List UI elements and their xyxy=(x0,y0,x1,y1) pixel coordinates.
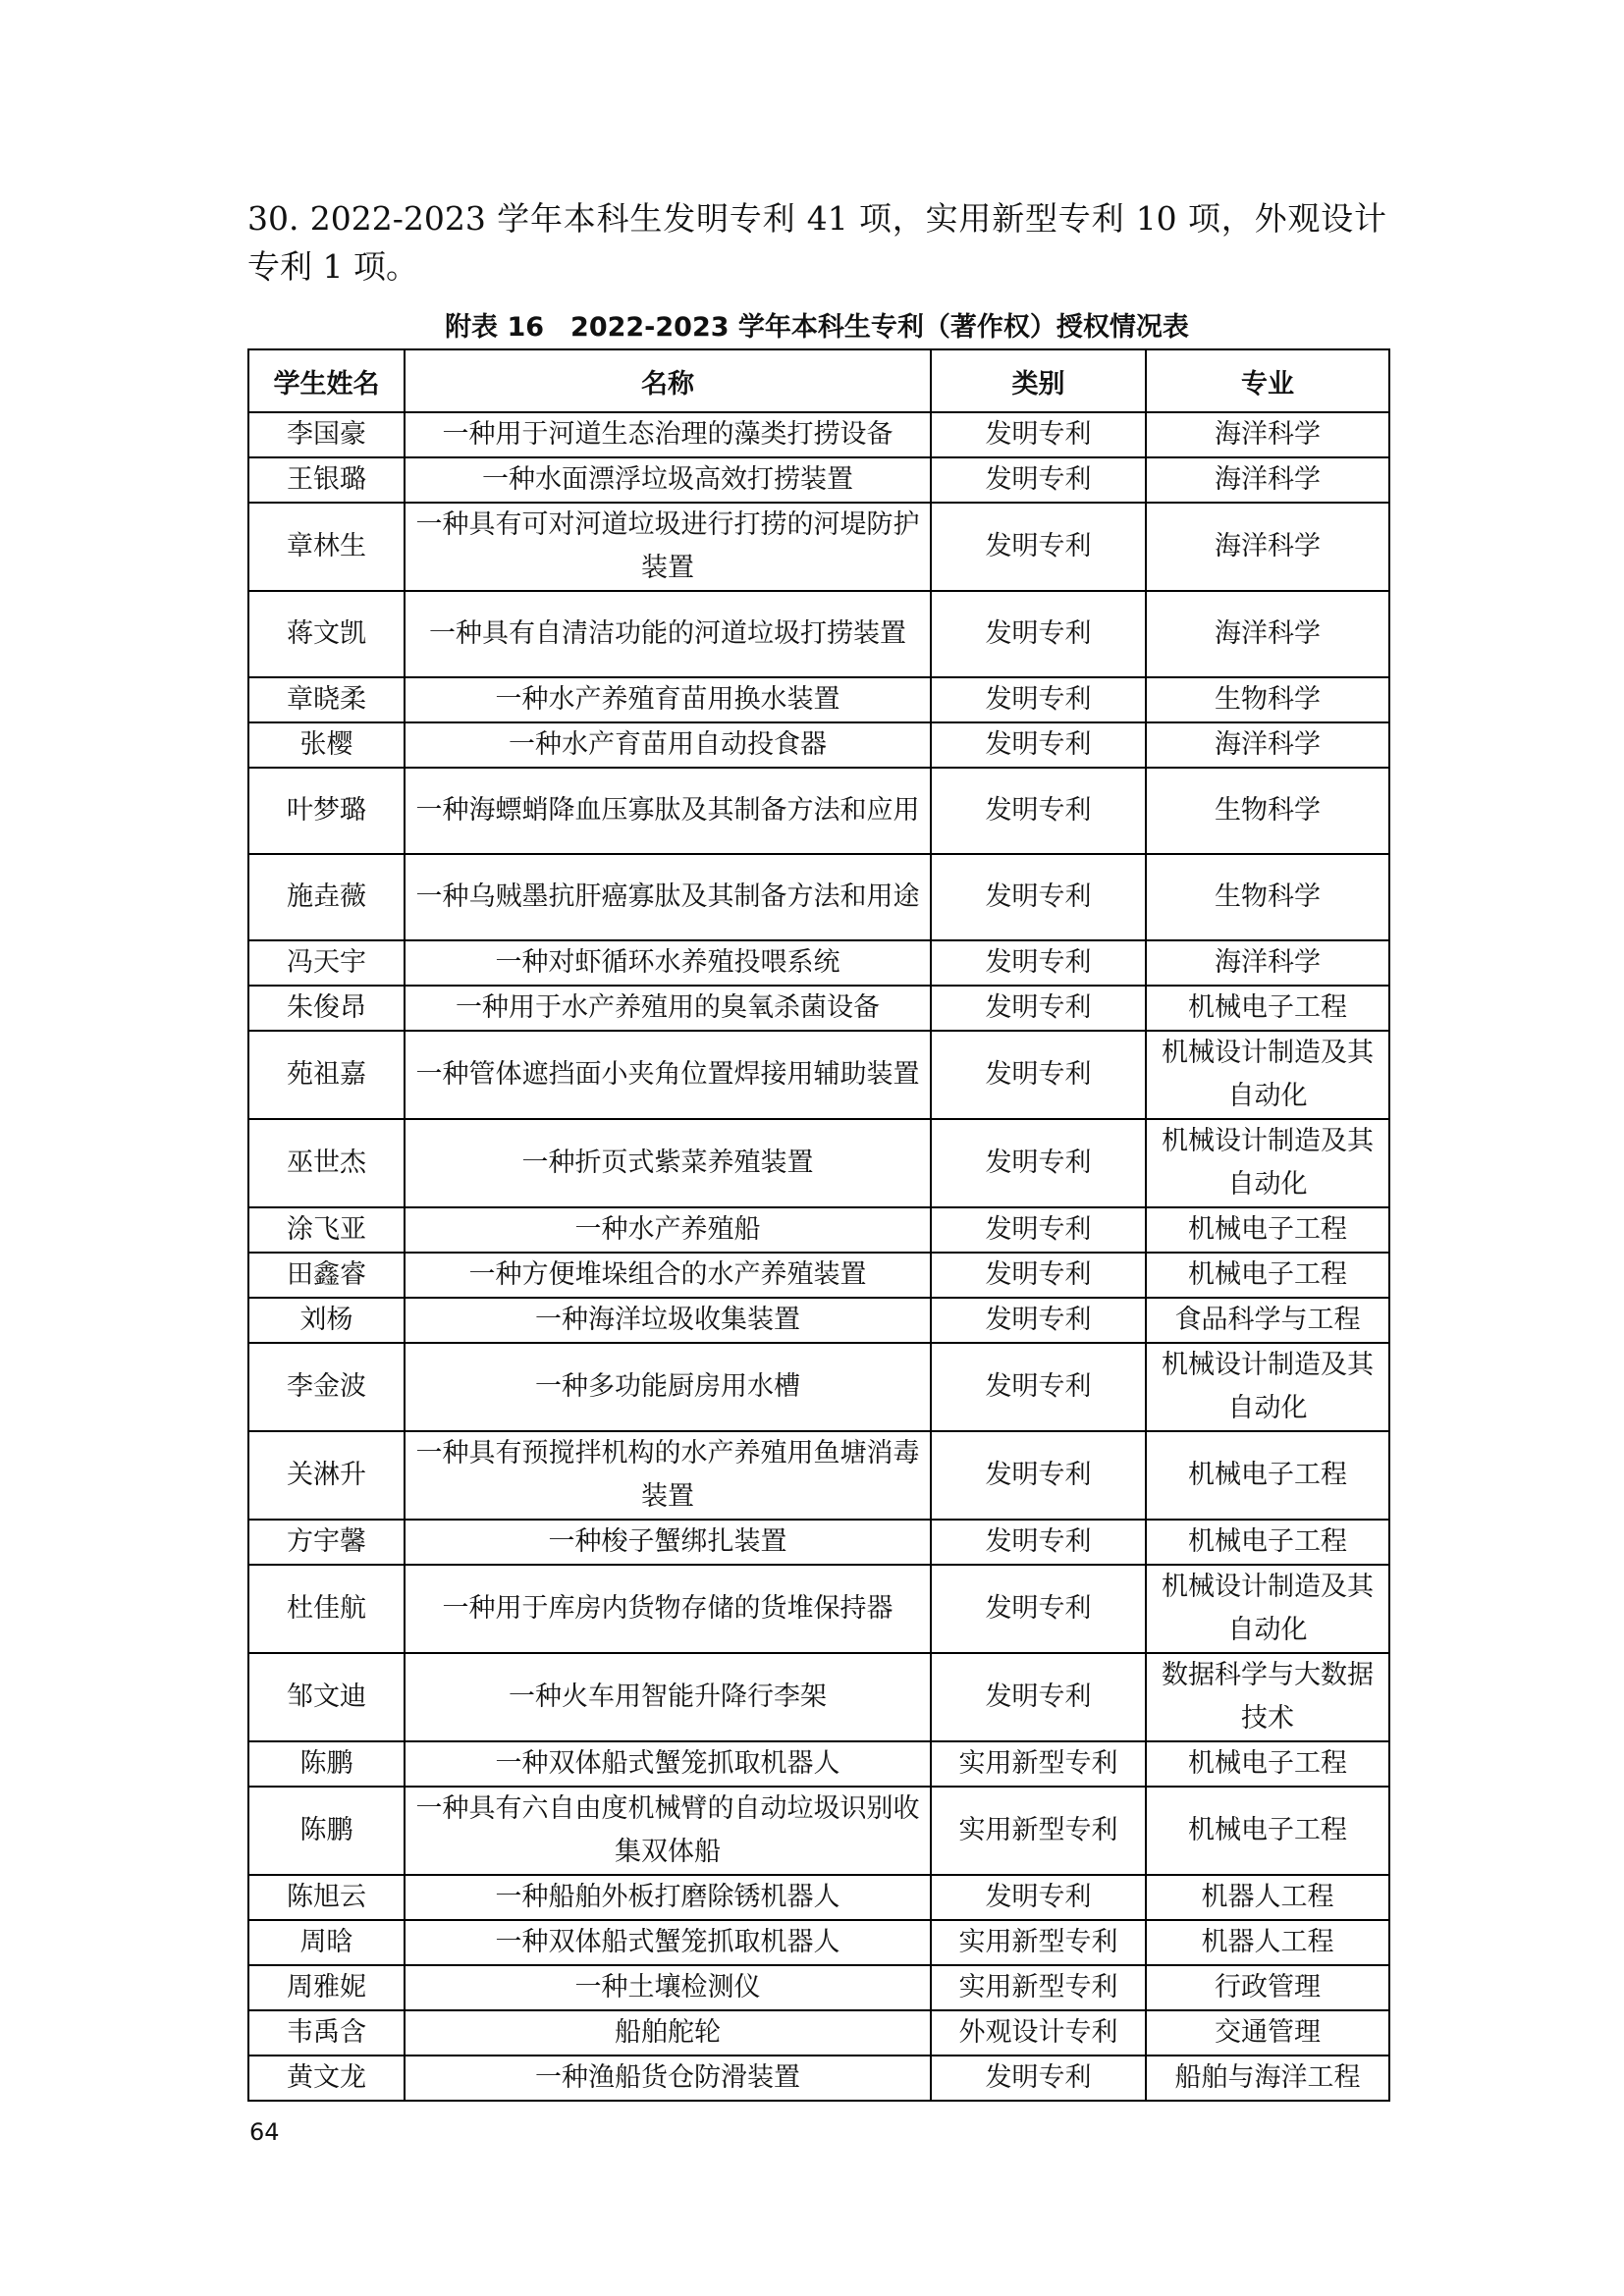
page-number: 64 xyxy=(249,2118,280,2146)
patent-type-cell: 实用新型专利 xyxy=(931,1741,1146,1787)
table-row xyxy=(248,1565,1389,1653)
patent-type-cell: 发明专利 xyxy=(931,1207,1146,1253)
student-name-cell: 黄文龙 xyxy=(248,2056,405,2101)
table-row xyxy=(248,1431,1389,1520)
table-row xyxy=(248,986,1389,1031)
student-name-cell: 涂飞亚 xyxy=(248,1207,405,1253)
major-cell: 海洋科学 xyxy=(1146,940,1389,986)
patent-title-cell: 一种折页式紫菜养殖装置 xyxy=(405,1119,931,1207)
patent-type-cell: 发明专利 xyxy=(931,457,1146,503)
table-row xyxy=(248,2010,1389,2056)
patent-title-cell: 一种梭子蟹绑扎装置 xyxy=(405,1520,931,1565)
student-name-cell: 朱俊昂 xyxy=(248,986,405,1031)
patent-type-cell: 实用新型专利 xyxy=(931,1965,1146,2010)
student-name-cell: 田鑫睿 xyxy=(248,1253,405,1298)
student-name-cell: 施垚薇 xyxy=(248,854,405,940)
table-row xyxy=(248,1119,1389,1207)
patent-title-cell: 一种水面漂浮垃圾高效打捞装置 xyxy=(405,457,931,503)
patent-type-cell: 发明专利 xyxy=(931,412,1146,457)
student-name-cell: 章晓柔 xyxy=(248,677,405,722)
table-row xyxy=(248,591,1389,677)
student-name-cell: 陈鹏 xyxy=(248,1787,405,1875)
student-name-cell: 苑祖嘉 xyxy=(248,1031,405,1119)
patent-type-cell: 发明专利 xyxy=(931,1653,1146,1741)
patent-type-cell: 发明专利 xyxy=(931,1875,1146,1920)
major-cell: 生物科学 xyxy=(1146,768,1389,854)
table-row xyxy=(248,1298,1389,1343)
patent-title-cell: 一种水产养殖船 xyxy=(405,1207,931,1253)
major-cell: 机器人工程 xyxy=(1146,1920,1389,1965)
table-row xyxy=(248,1965,1389,2010)
patent-title-cell: 一种水产养殖育苗用换水装置 xyxy=(405,677,931,722)
table-row xyxy=(248,1920,1389,1965)
student-name-cell: 冯天宇 xyxy=(248,940,405,986)
major-cell: 生物科学 xyxy=(1146,677,1389,722)
student-name-cell: 杜佳航 xyxy=(248,1565,405,1653)
table-caption: 附表 16 2022-2023 学年本科生专利（著作权）授权情况表 xyxy=(445,312,1189,343)
table-row xyxy=(248,1207,1389,1253)
table-row xyxy=(248,940,1389,986)
major-cell: 机械电子工程 xyxy=(1146,1431,1389,1520)
student-name-cell: 陈旭云 xyxy=(248,1875,405,1920)
table-header-row xyxy=(248,349,1389,412)
patent-type-cell: 发明专利 xyxy=(931,2056,1146,2101)
table-row xyxy=(248,503,1389,591)
table-row xyxy=(248,1875,1389,1920)
patent-type-cell: 发明专利 xyxy=(931,1520,1146,1565)
patent-type-cell: 发明专利 xyxy=(931,1343,1146,1431)
patent-title-cell: 一种土壤检测仪 xyxy=(405,1965,931,2010)
header-major: 专业 xyxy=(1146,349,1389,412)
student-name-cell: 李国豪 xyxy=(248,412,405,457)
patent-type-cell: 实用新型专利 xyxy=(931,1920,1146,1965)
student-name-cell: 李金波 xyxy=(248,1343,405,1431)
table-row xyxy=(248,1520,1389,1565)
patent-title-cell: 一种双体船式蟹笼抓取机器人 xyxy=(405,1741,931,1787)
patent-type-cell: 发明专利 xyxy=(931,854,1146,940)
student-name-cell: 刘杨 xyxy=(248,1298,405,1343)
patent-title-cell: 一种具有可对河道垃圾进行打捞的河堤防护装置 xyxy=(405,503,931,591)
major-cell: 机械电子工程 xyxy=(1146,1253,1389,1298)
patent-type-cell: 发明专利 xyxy=(931,940,1146,986)
patent-title-cell: 一种海螵蛸降血压寡肽及其制备方法和应用 xyxy=(405,768,931,854)
table-row xyxy=(248,2056,1389,2101)
patent-type-cell: 发明专利 xyxy=(931,1431,1146,1520)
student-name-cell: 韦禹含 xyxy=(248,2010,405,2056)
patent-title-cell: 一种乌贼墨抗肝癌寡肽及其制备方法和用途 xyxy=(405,854,931,940)
student-name-cell: 叶梦璐 xyxy=(248,768,405,854)
table-row xyxy=(248,1787,1389,1875)
student-name-cell: 陈鹏 xyxy=(248,1741,405,1787)
table-row xyxy=(248,854,1389,940)
student-name-cell: 蒋文凯 xyxy=(248,591,405,677)
major-cell: 海洋科学 xyxy=(1146,591,1389,677)
major-cell: 海洋科学 xyxy=(1146,503,1389,591)
major-cell: 船舶与海洋工程 xyxy=(1146,2056,1389,2101)
patent-title-cell: 一种方便堆垛组合的水产养殖装置 xyxy=(405,1253,931,1298)
patent-title-cell: 一种火车用智能升降行李架 xyxy=(405,1653,931,1741)
patent-title-cell: 一种对虾循环水养殖投喂系统 xyxy=(405,940,931,986)
major-cell: 海洋科学 xyxy=(1146,722,1389,768)
patent-title-cell: 一种双体船式蟹笼抓取机器人 xyxy=(405,1920,931,1965)
student-name-cell: 巫世杰 xyxy=(248,1119,405,1207)
major-cell: 机械电子工程 xyxy=(1146,1520,1389,1565)
patent-type-cell: 发明专利 xyxy=(931,768,1146,854)
header-title: 名称 xyxy=(405,349,931,412)
table-row xyxy=(248,1741,1389,1787)
student-name-cell: 邹文迪 xyxy=(248,1653,405,1741)
major-cell: 机械电子工程 xyxy=(1146,986,1389,1031)
patent-type-cell: 发明专利 xyxy=(931,1031,1146,1119)
header-student-name: 学生姓名 xyxy=(248,349,405,412)
patent-table xyxy=(247,348,1390,2102)
table-row xyxy=(248,768,1389,854)
student-name-cell: 周晗 xyxy=(248,1920,405,1965)
patent-title-cell: 一种水产育苗用自动投食器 xyxy=(405,722,931,768)
patent-type-cell: 发明专利 xyxy=(931,591,1146,677)
student-name-cell: 周雅妮 xyxy=(248,1965,405,2010)
major-cell: 机械电子工程 xyxy=(1146,1741,1389,1787)
patent-title-cell: 一种渔船货仓防滑装置 xyxy=(405,2056,931,2101)
patent-type-cell: 外观设计专利 xyxy=(931,2010,1146,2056)
student-name-cell: 章林生 xyxy=(248,503,405,591)
major-cell: 海洋科学 xyxy=(1146,412,1389,457)
student-name-cell: 张樱 xyxy=(248,722,405,768)
major-cell: 海洋科学 xyxy=(1146,457,1389,503)
patent-type-cell: 实用新型专利 xyxy=(931,1787,1146,1875)
patent-title-cell: 船舶舵轮 xyxy=(405,2010,931,2056)
major-cell: 机械电子工程 xyxy=(1146,1207,1389,1253)
table-row xyxy=(248,1031,1389,1119)
student-name-cell: 关淋升 xyxy=(248,1431,405,1520)
patent-type-cell: 发明专利 xyxy=(931,1253,1146,1298)
major-cell: 机器人工程 xyxy=(1146,1875,1389,1920)
patent-title-cell: 一种具有自清洁功能的河道垃圾打捞装置 xyxy=(405,591,931,677)
patent-type-cell: 发明专利 xyxy=(931,1119,1146,1207)
patent-type-cell: 发明专利 xyxy=(931,1565,1146,1653)
major-cell: 交通管理 xyxy=(1146,2010,1389,2056)
table-row xyxy=(248,1253,1389,1298)
major-cell: 机械设计制造及其自动化 xyxy=(1146,1031,1389,1119)
table-row xyxy=(248,722,1389,768)
header-type: 类别 xyxy=(931,349,1146,412)
table-row xyxy=(248,677,1389,722)
table-row xyxy=(248,1653,1389,1741)
patent-type-cell: 发明专利 xyxy=(931,986,1146,1031)
major-cell: 机械设计制造及其自动化 xyxy=(1146,1343,1389,1431)
intro-paragraph: 30. 2022-2023 学年本科生发明专利 41 项，实用新型专利 10 项，外观设计专利 1 项。 xyxy=(247,199,1386,286)
major-cell: 机械设计制造及其自动化 xyxy=(1146,1119,1389,1207)
table-row xyxy=(248,457,1389,503)
patent-type-cell: 发明专利 xyxy=(931,722,1146,768)
patent-title-cell: 一种具有六自由度机械臂的自动垃圾识别收集双体船 xyxy=(405,1787,931,1875)
major-cell: 行政管理 xyxy=(1146,1965,1389,2010)
patent-title-cell: 一种管体遮挡面小夹角位置焊接用辅助装置 xyxy=(405,1031,931,1119)
patent-type-cell: 发明专利 xyxy=(931,1298,1146,1343)
patent-type-cell: 发明专利 xyxy=(931,677,1146,722)
patent-title-cell: 一种具有预搅拌机构的水产养殖用鱼塘消毒装置 xyxy=(405,1431,931,1520)
patent-title-cell: 一种多功能厨房用水槽 xyxy=(405,1343,931,1431)
patent-type-cell: 发明专利 xyxy=(931,503,1146,591)
major-cell: 机械电子工程 xyxy=(1146,1787,1389,1875)
major-cell: 食品科学与工程 xyxy=(1146,1298,1389,1343)
patent-title-cell: 一种海洋垃圾收集装置 xyxy=(405,1298,931,1343)
major-cell: 机械设计制造及其自动化 xyxy=(1146,1565,1389,1653)
table-row xyxy=(248,1343,1389,1431)
patent-title-cell: 一种用于库房内货物存储的货堆保持器 xyxy=(405,1565,931,1653)
major-cell: 数据科学与大数据技术 xyxy=(1146,1653,1389,1741)
table-row xyxy=(248,412,1389,457)
patent-title-cell: 一种用于河道生态治理的藻类打捞设备 xyxy=(405,412,931,457)
major-cell: 生物科学 xyxy=(1146,854,1389,940)
student-name-cell: 王银璐 xyxy=(248,457,405,503)
patent-title-cell: 一种船舶外板打磨除锈机器人 xyxy=(405,1875,931,1920)
student-name-cell: 方宇馨 xyxy=(248,1520,405,1565)
patent-title-cell: 一种用于水产养殖用的臭氧杀菌设备 xyxy=(405,986,931,1031)
